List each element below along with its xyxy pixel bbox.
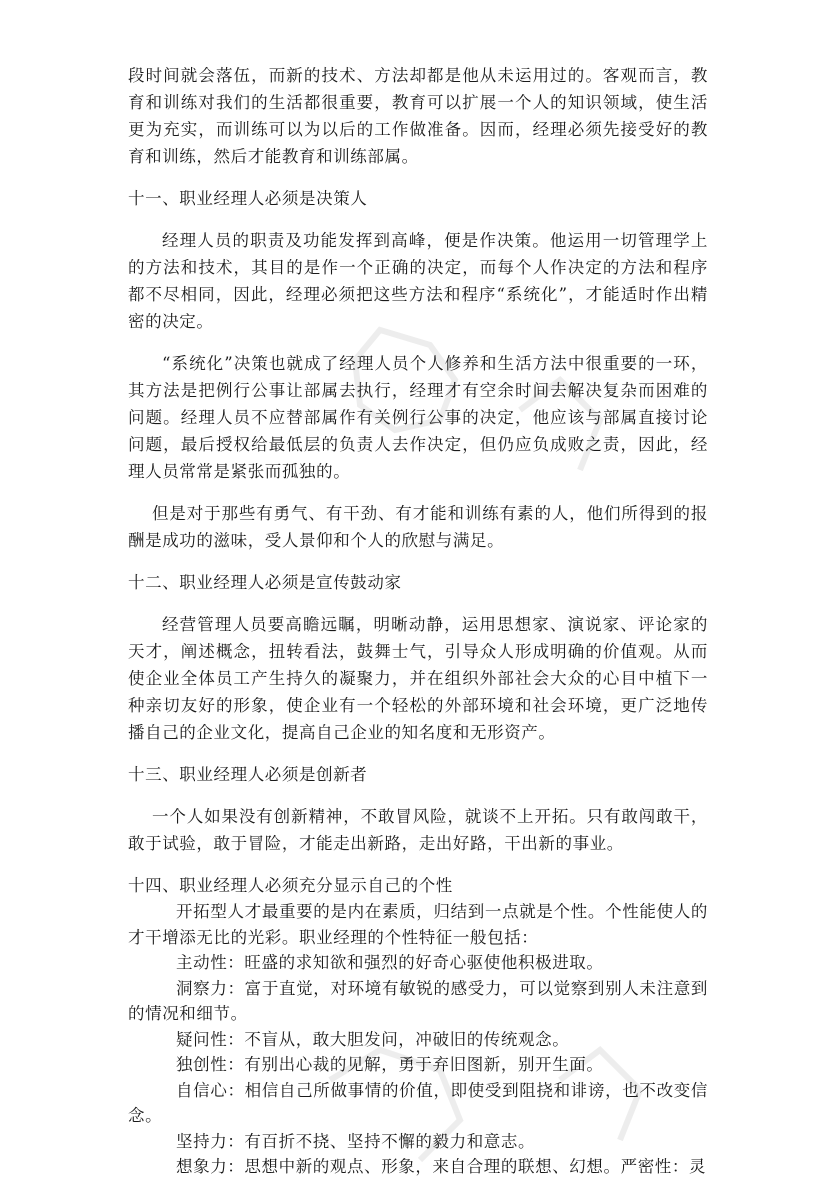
section-heading-12: 十二、职业经理人必须是宣传鼓动家 — [128, 573, 402, 592]
trait-list — [128, 950, 708, 1180]
document-page — [128, 62, 708, 1180]
paragraph-continued: 段时间就会落伍，而新的技术、方法却都是他从未运用过的。客观而言，教育和训练对我们的生活都很重要，教育可以扩展一个人的知识领域，使生活更为充实，而训练可以为以后的工作做准备。因而，经理必须先接受好的教育和训练，然后才能教育和训练部属。 — [128, 66, 708, 166]
section-heading-14: 十四、职业经理人必须充分显示自己的个性 — [128, 876, 453, 895]
trait-item: 坚持力：有百折不挠、坚持不懈的毅力和意志。 — [176, 1131, 536, 1151]
paragraph-systematic-decision: “系统化”决策也就成了经理人员个人修养和生活方法中很重要的一环，其方法是把例行公事让部属去执行，经理才有空余时间去解决复杂而困难的问题。经理人员不应替部属作有关例行公事的决定，他应该与部属直接讨论问题，最后授权给最低层的负责人去作决定，但仍应负成败之责，因此，经理人员常常是紧张而孤独的。 — [128, 354, 708, 481]
trait-item: 洞察力：富于直觉，对环境有敏锐的感受力，可以觉察到别人未注意到的情况和细节。 — [128, 978, 708, 1023]
paragraph-innovator: 一个人如果没有创新精神，不敢冒风险，就谈不上开拓。只有敢闯敢干，敢于试验，敢于冒险，才能走出新路，走出好路，干出新的事业。 — [128, 807, 708, 853]
section-heading-13: 十三、职业经理人必须是创新者 — [128, 765, 368, 784]
paragraph-reward: 但是对于那些有勇气、有干劲、有才能和训练有素的人，他们所得到的报酬是成功的滋味，受人景仰和个人的欣慰与满足。 — [128, 504, 708, 550]
paragraph-promoter: 经营管理人员要高瞻远瞩，明晰动静，运用思想家、演说家、评论家的天才，阐述概念，扭转看法，鼓舞士气，引导众人形成明确的价值观。从而使企业全体员工产生持久的凝聚力，并在组织外部社会大众的心目中植下一种亲切友好的形象，使企业有一个轻松的外部环境和社会环境，更广泛地传播自己的企业文化，提高自己企业的知名度和无形资产。 — [128, 615, 708, 742]
paragraph-personality-intro: 开拓型人才最重要的是内在素质，归结到一点就是个性。个性能使人的才干增添无比的光彩。职业经理的个性特征一般包括： — [128, 902, 708, 947]
section-heading-11: 十一、职业经理人必须是决策人 — [128, 189, 368, 208]
paragraph-decision-maker: 经理人员的职责及功能发挥到高峰，便是作决策。他运用一切管理学上的方法和技术，其目的是作一个正确的决定，而每个人作决定的方法和程序都不尽相同，因此，经理必须把这些方法和程序“系统化”，才能适时作出精密的决定。 — [128, 231, 708, 331]
trait-item: 主动性：旺盛的求知欲和强烈的好奇心驱使他积极进取。 — [176, 953, 604, 972]
trait-item: 自信心：相信自己所做事情的价值，即使受到阻挠和诽谤，也不改变信念。 — [128, 1080, 708, 1125]
trait-item: 独创性：有别出心裁的见解，勇于弃旧图新，别开生面。 — [176, 1055, 604, 1074]
trait-item: 疑问性：不盲从，敢大胆发问，冲破旧的传统观念。 — [176, 1029, 570, 1049]
trait-item: 想象力：思想中新的观点、形象，来自合理的联想、幻想。严密性：灵 — [176, 1157, 707, 1176]
